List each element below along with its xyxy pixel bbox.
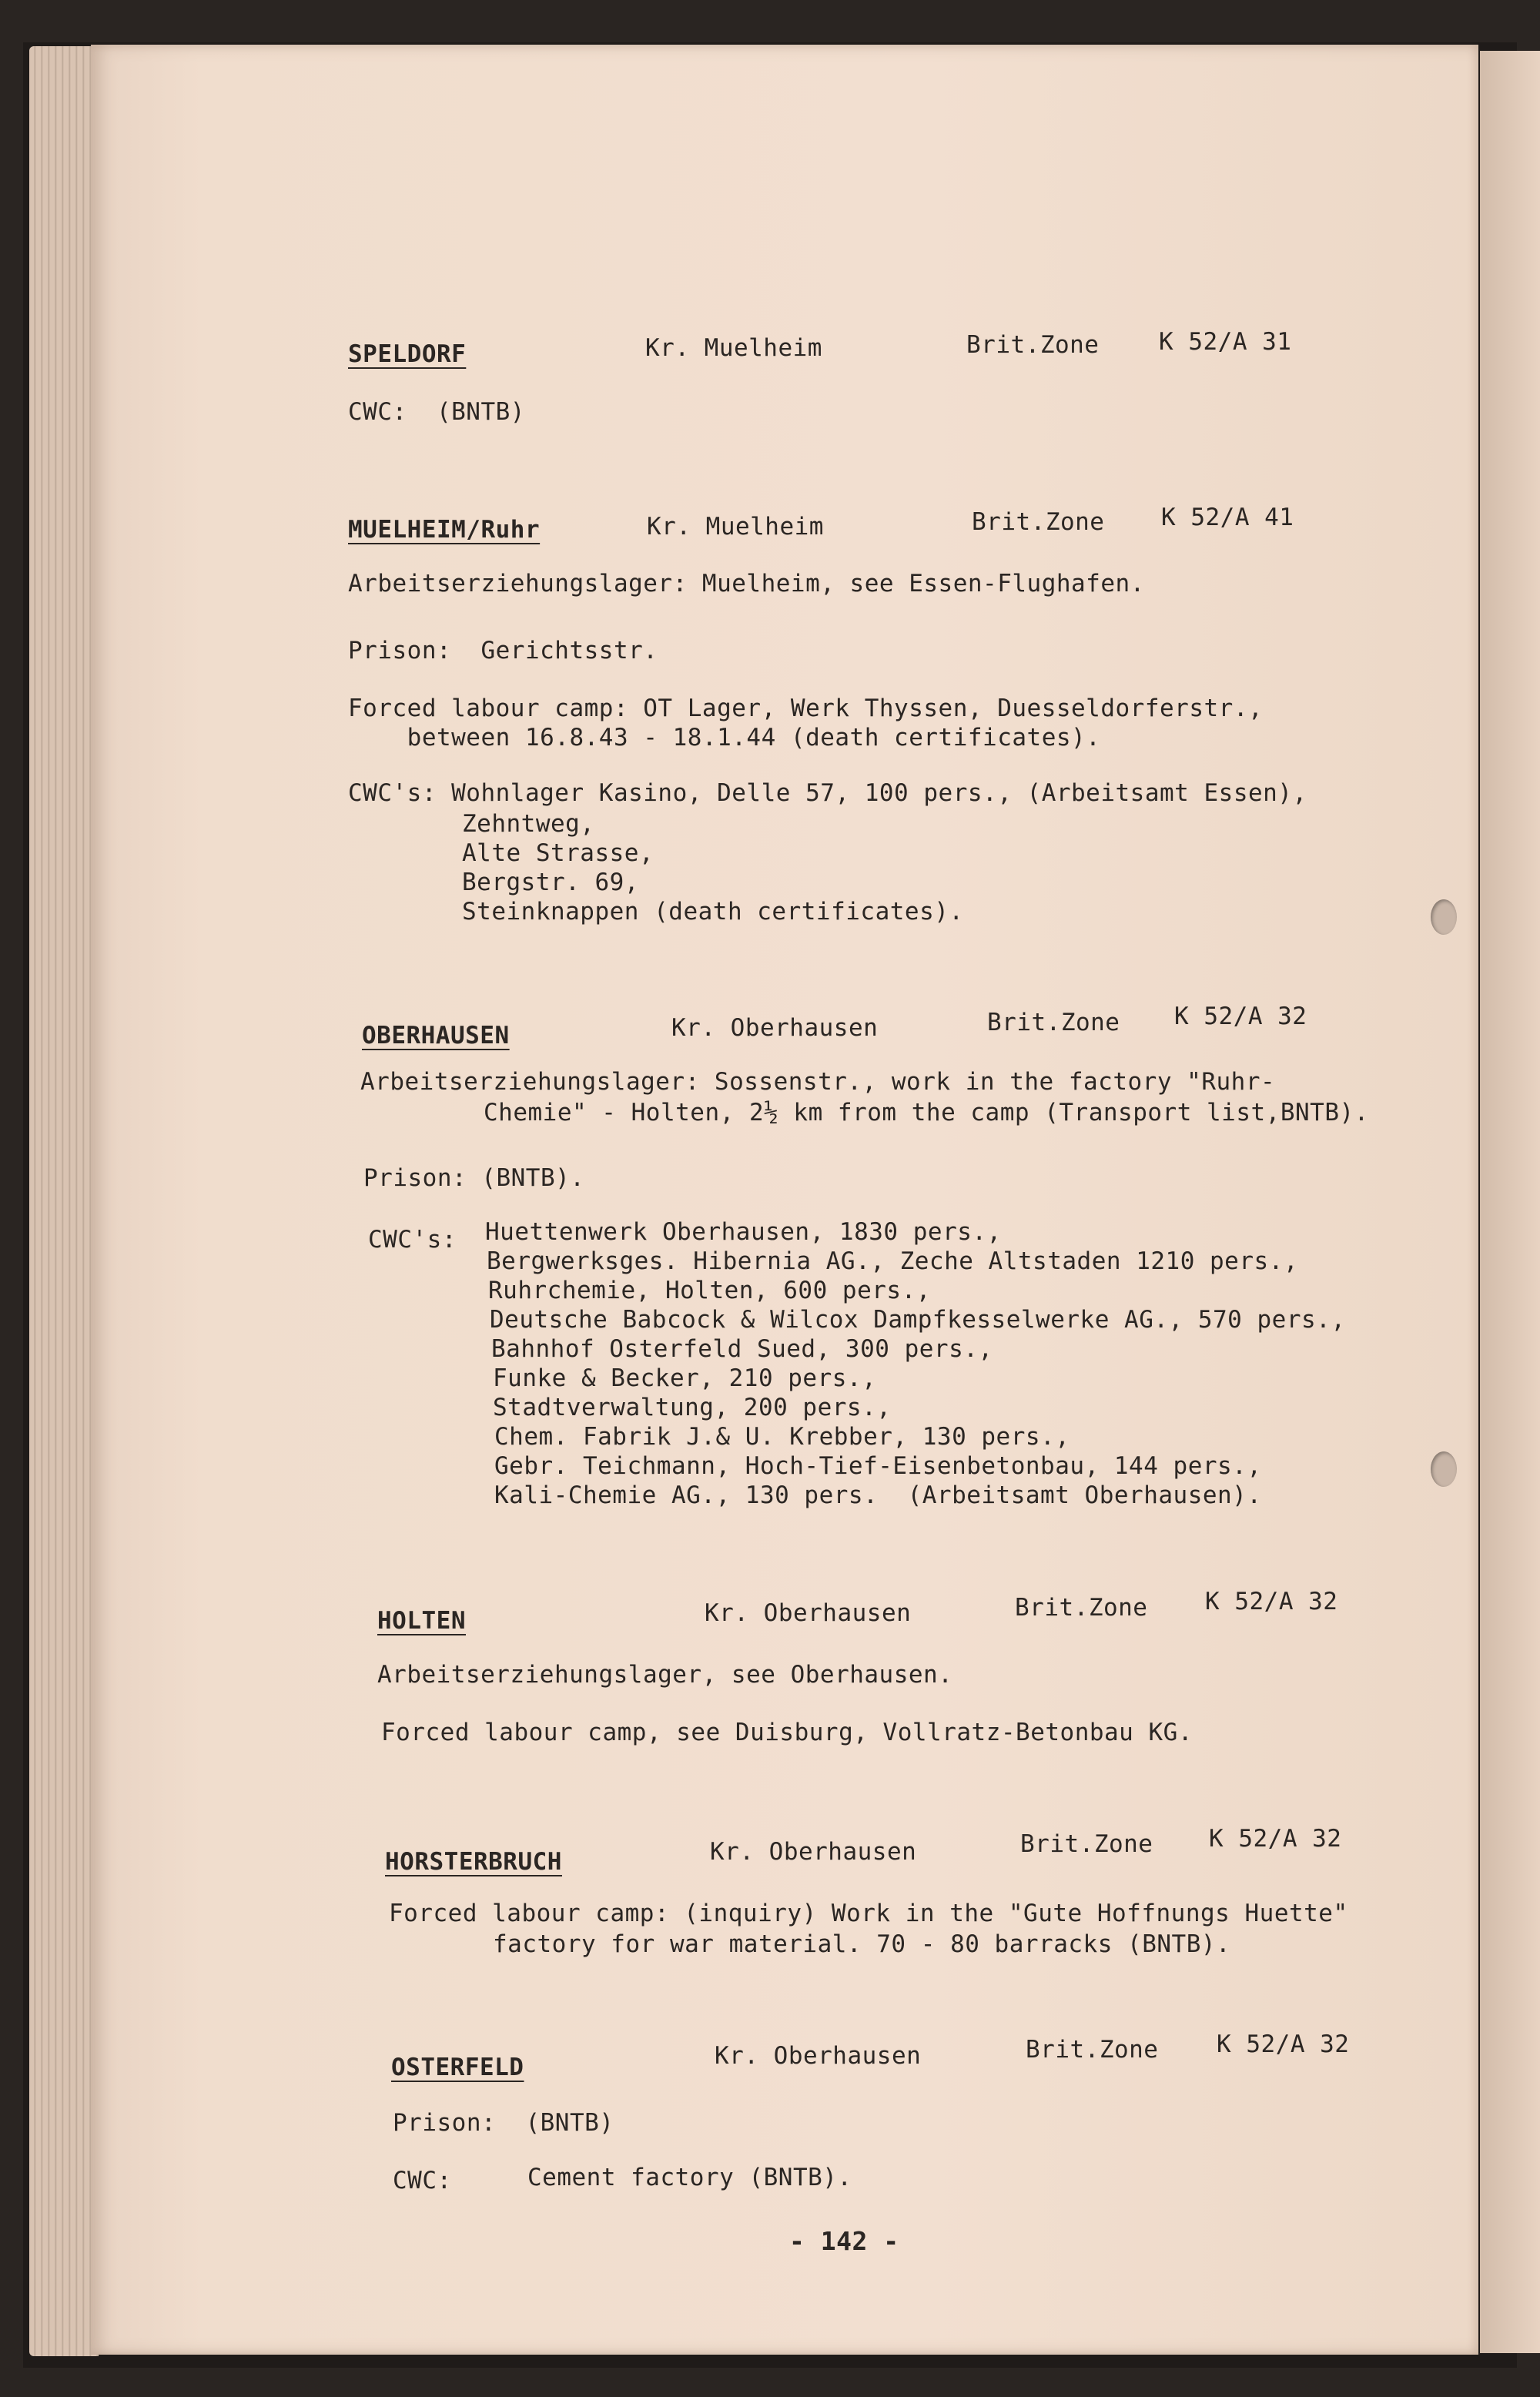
entry-line: Forced labour camp: (inquiry) Work in the "Gute Hoffnungs Huette" [389, 1900, 1348, 1927]
kreis: Kr. Oberhausen [705, 1599, 912, 1627]
place-name: SPELDORF [348, 340, 467, 368]
kreis: Kr. Oberhausen [671, 1014, 879, 1042]
entry-line: Chem. Fabrik J.& U. Krebber, 130 pers., [494, 1423, 1070, 1451]
reference: K 52/A 31 [1159, 328, 1292, 356]
entry-line: CWC: [393, 2167, 452, 2194]
place-name: OSTERFELD [391, 2054, 524, 2081]
entry-line: Bergstr. 69, [462, 869, 639, 896]
entry-line: Forced labour camp: OT Lager, Werk Thyssen, Duesseldorferstr., [348, 695, 1264, 722]
kreis: Kr. Oberhausen [715, 2042, 922, 2070]
entry-line: Arbeitserziehungslager, see Oberhausen. [377, 1661, 953, 1689]
entry-line: Arbeitserziehungslager: Muelheim, see Essen-Flughafen. [348, 570, 1145, 598]
entry-line: Bergwerksges. Hibernia AG., Zeche Altstaden 1210 pers., [487, 1247, 1298, 1275]
entry-line: Alte Strasse, [462, 839, 654, 867]
place-name: HORSTERBRUCH [385, 1848, 562, 1876]
entry-line: factory for war material. 70 - 80 barracks (BNTB). [493, 1930, 1231, 1958]
kreis: Kr. Muelheim [645, 334, 822, 362]
document-page [91, 45, 1478, 2355]
reference: K 52/A 41 [1161, 504, 1294, 531]
place-name: HOLTEN [377, 1607, 466, 1635]
zone: Brit.Zone [972, 508, 1105, 536]
page-number: - 142 - [789, 2226, 899, 2256]
entry-line: Gebr. Teichmann, Hoch-Tief-Eisenbetonbau, 144 pers., [494, 1452, 1262, 1480]
entry-line: Chemie" - Holten, 2½ km from the camp (Transport list,BNTB). [484, 1099, 1369, 1127]
entry-line: Forced labour camp, see Duisburg, Vollratz-Betonbau KG. [381, 1719, 1193, 1746]
kreis: Kr. Oberhausen [710, 1838, 917, 1866]
punch-hole-icon [1431, 899, 1457, 935]
entry-line: between 16.8.43 - 18.1.44 (death certificates). [348, 724, 1101, 752]
place-name: MUELHEIM/Ruhr [348, 516, 541, 544]
entry-line: Kali-Chemie AG., 130 pers. (Arbeitsamt Oberhausen). [494, 1481, 1262, 1509]
entry-line: Cement factory (BNTB). [527, 2164, 852, 2191]
kreis: Kr. Muelheim [647, 513, 824, 541]
entry-line: Arbeitserziehungslager: Sossenstr., work in the factory "Ruhr- [360, 1068, 1276, 1096]
entry-line: Prison: (BNTB) [393, 2109, 614, 2137]
entry-line: CWC's: Wohnlager Kasino, Delle 57, 100 pers., (Arbeitsamt Essen), [348, 779, 1307, 807]
entry-line: Deutsche Babcock & Wilcox Dampfkesselwerke AG., 570 pers., [490, 1306, 1346, 1334]
entry-line: Steinknappen (death certificates). [462, 898, 964, 926]
zone: Brit.Zone [1015, 1594, 1148, 1622]
reference: K 52/A 32 [1209, 1825, 1342, 1853]
entry-line: Prison: (BNTB). [363, 1164, 585, 1192]
reference: K 52/A 32 [1174, 1003, 1307, 1030]
entry-line: Prison: Gerichtsstr. [348, 637, 658, 665]
facing-page-edge [1480, 51, 1540, 2353]
zone: Brit.Zone [1026, 2036, 1159, 2064]
entry-line: Stadtverwaltung, 200 pers., [493, 1394, 892, 1421]
entry-line: Bahnhof Osterfeld Sued, 300 pers., [491, 1335, 993, 1363]
page-edges [29, 46, 99, 2356]
place-name: OBERHAUSEN [362, 1022, 510, 1050]
entry-line: Zehntweg, [462, 810, 595, 838]
zone: Brit.Zone [987, 1009, 1120, 1036]
entry-line: Funke & Becker, 210 pers., [493, 1364, 877, 1392]
reference: K 52/A 32 [1217, 2030, 1350, 2058]
zone: Brit.Zone [1020, 1830, 1153, 1858]
entry-line: CWC: (BNTB) [348, 398, 525, 426]
entry-line: Huettenwerk Oberhausen, 1830 pers., [485, 1218, 1002, 1246]
reference: K 52/A 32 [1205, 1588, 1338, 1615]
entry-line: Ruhrchemie, Holten, 600 pers., [488, 1277, 931, 1304]
entry-line: CWC's: [368, 1226, 457, 1254]
punch-hole-icon [1431, 1451, 1457, 1487]
zone: Brit.Zone [966, 331, 1100, 359]
